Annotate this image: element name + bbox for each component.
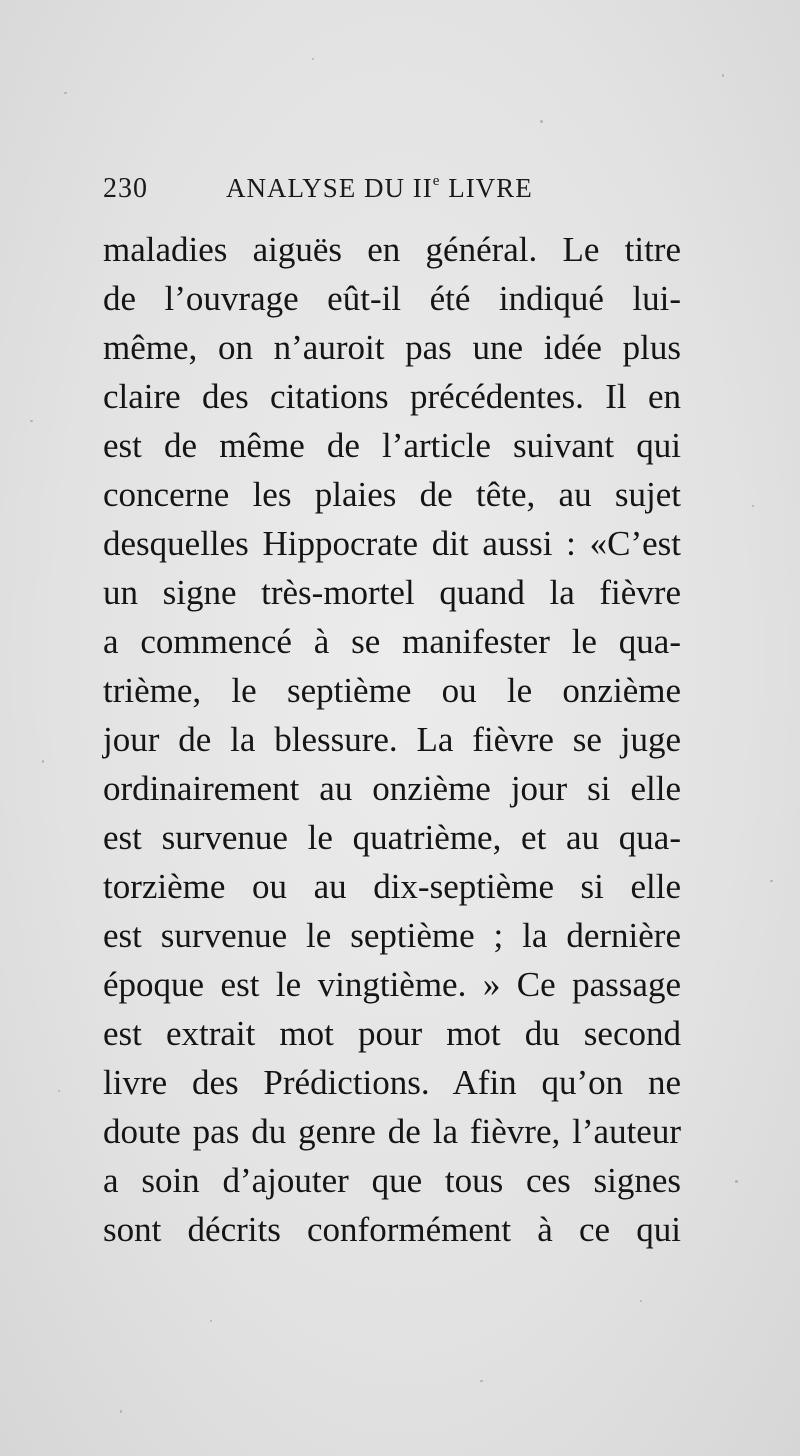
text-line: est survenue le septième ; la dernière [103, 916, 681, 955]
text-line: doute pas du genre de la fièvre, l’auteur [103, 1112, 681, 1151]
paper-speck [735, 1180, 738, 1183]
running-head [226, 173, 533, 204]
text-line: a soin d’ajouter que tous ces signes [103, 1161, 681, 1200]
text-line: trième, le septième ou le onzième [103, 671, 681, 710]
running-head-text-end: LIVRE [440, 173, 533, 203]
text-line: est survenue le quatrième, et au qua- [103, 818, 681, 857]
text-line: époque est le vingtième. » Ce passage [103, 965, 681, 1004]
text-line: desquelles Hippocrate dit aussi : «C’est [103, 524, 681, 563]
text-line: même, on n’auroit pas une idée plus [103, 328, 681, 367]
page-header [103, 173, 593, 213]
paper-speck [210, 1320, 212, 1322]
text-line: concerne les plaies de tête, au sujet [103, 475, 681, 514]
page-number: 230 [103, 173, 148, 204]
paper-speck [752, 505, 754, 507]
running-head-text: ANALYSE DU II [226, 173, 433, 203]
paper-speck [120, 1410, 122, 1413]
paper-speck [312, 58, 314, 60]
text-line: un signe très-mortel quand la fièvre [103, 573, 681, 612]
text-line: maladies aiguës en général. Le titre [103, 230, 681, 269]
text-line: est extrait mot pour mot du second [103, 1014, 681, 1053]
body-text [103, 225, 681, 1254]
text-line: jour de la blessure. La fièvre se juge [103, 720, 681, 759]
paper-speck [480, 1380, 483, 1382]
text-line: a commencé à se manifester le qua- [103, 622, 681, 661]
text-line: claire des citations précédentes. Il en [103, 377, 681, 416]
text-line: sont décrits conformément à ce qui [103, 1210, 681, 1249]
text-line: ordinairement au onzième jour si elle [103, 769, 681, 808]
running-head-superscript: e [432, 173, 441, 189]
paper-speck [770, 880, 773, 882]
text-line: torzième ou au dix-septième si elle [103, 867, 681, 906]
paper-speck [540, 120, 543, 123]
text-line: de l’ouvrage eût-il été indiqué lui- [103, 279, 681, 318]
paper-speck [42, 760, 44, 763]
paper-speck [30, 420, 33, 422]
paper-speck [722, 74, 724, 77]
paper-speck [64, 92, 67, 94]
text-line: livre des Prédictions. Afin qu’on ne [103, 1063, 681, 1102]
paper-speck [640, 1300, 642, 1302]
text-line: est de même de l’article suivant qui [103, 426, 681, 465]
paper-speck [58, 1090, 60, 1092]
